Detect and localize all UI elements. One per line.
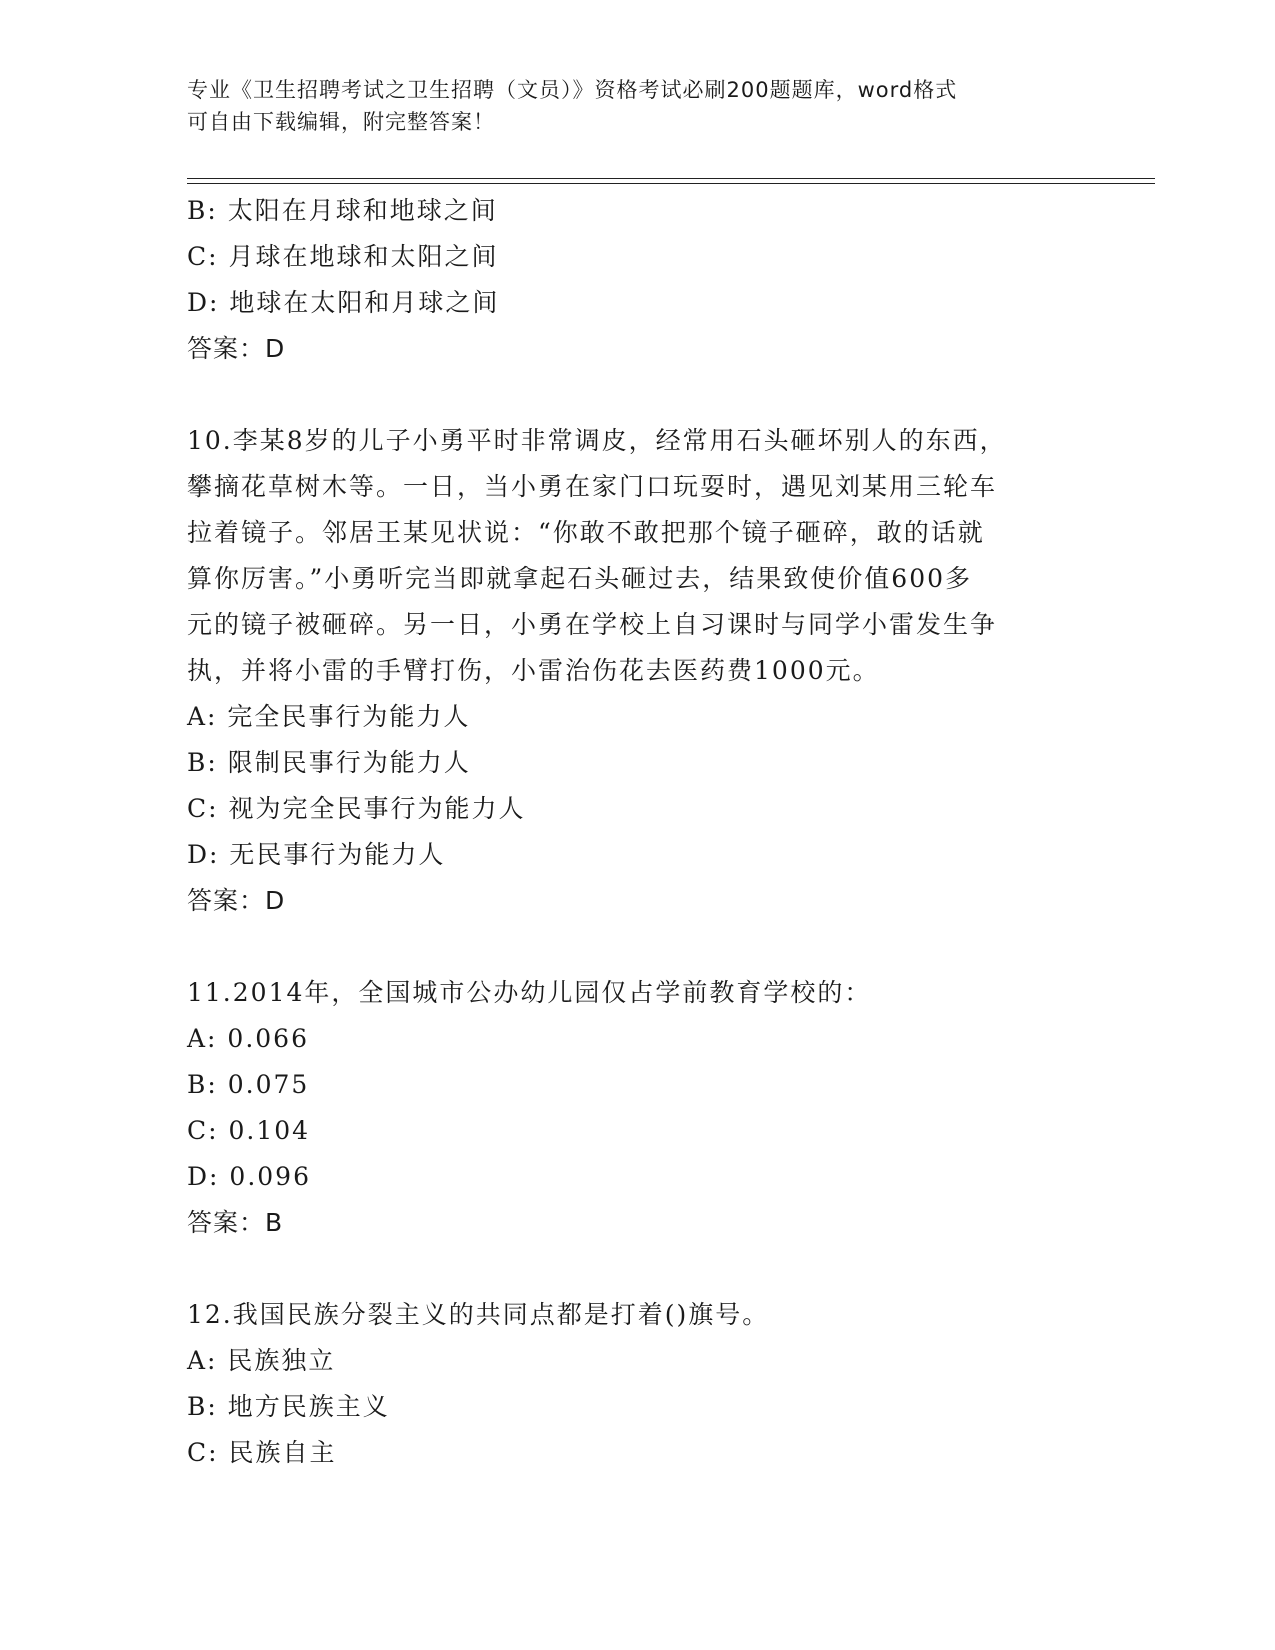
spacer: [187, 1246, 1067, 1292]
q10-option-c: C: 视为完全民事行为能力人: [187, 794, 526, 823]
q11-option-c: C: 0.104: [187, 1116, 311, 1145]
q10-stem-line: 算你厉害。”小勇听完当即就拿起石头砸过去，结果致使价值600多: [187, 564, 973, 593]
q12-option-a: A: 民族独立: [187, 1346, 336, 1375]
q9-option-d: D: 地球在太阳和月球之间: [187, 288, 500, 317]
header-divider-bottom: [187, 183, 1155, 184]
question-10: [187, 418, 1067, 924]
q10-option-b: B: 限制民事行为能力人: [187, 748, 471, 777]
question-9-tail: [187, 188, 1067, 372]
q12-option-b: B: 地方民族主义: [187, 1392, 390, 1421]
q11-stem: 11.2014年，全国城市公办幼儿园仅占学前教育学校的：: [187, 978, 872, 1007]
question-12: [187, 1292, 1067, 1476]
q11-option-a: A: 0.066: [187, 1024, 309, 1053]
q10-stem-line: 拉着镜子。邻居王某见状说：“你敢不敢把那个镜子砸碎，敢的话就: [187, 518, 985, 547]
q10-option-d: D: 无民事行为能力人: [187, 840, 446, 869]
spacer: [187, 924, 1067, 970]
q11-option-d: D: 0.096: [187, 1162, 311, 1191]
q10-stem-line: 元的镜子被砸碎。另一日，小勇在学校上自习课时与同学小雷发生争: [187, 610, 998, 639]
q10-option-a: A: 完全民事行为能力人: [187, 702, 471, 731]
document-header: [187, 74, 1087, 138]
q12-stem: 12.我国民族分裂主义的共同点都是打着()旗号。: [187, 1300, 770, 1329]
spacer: [187, 372, 1067, 418]
q10-stem-line: 10.李某8岁的儿子小勇平时非常调皮，经常用石头砸坏别人的东西，: [187, 426, 1007, 455]
q9-option-b: B: 太阳在月球和地球之间: [187, 196, 498, 225]
q9-option-c: C: 月球在地球和太阳之间: [187, 242, 499, 271]
q10-stem-line: 攀摘花草树木等。一日，当小勇在家门口玩耍时，遇见刘某用三轮车: [187, 472, 998, 501]
q11-answer: 答案：B: [187, 1208, 284, 1237]
question-11: [187, 970, 1067, 1246]
header-divider-top: [187, 178, 1155, 179]
q12-option-c: C: 民族自主: [187, 1438, 337, 1467]
header-line-2: 可自由下载编辑，附完整答案！: [187, 110, 495, 134]
q9-answer: 答案：D: [187, 334, 286, 363]
header-line-1: 专业《卫生招聘考试之卫生招聘（文员）》资格考试必刷200题题库，word格式: [187, 78, 958, 102]
q11-option-b: B: 0.075: [187, 1070, 310, 1099]
q10-answer: 答案：D: [187, 886, 286, 915]
q10-stem-line: 执，并将小雷的手臂打伤，小雷治伤花去医药费1000元。: [187, 656, 880, 685]
question-content: [187, 188, 1067, 1476]
